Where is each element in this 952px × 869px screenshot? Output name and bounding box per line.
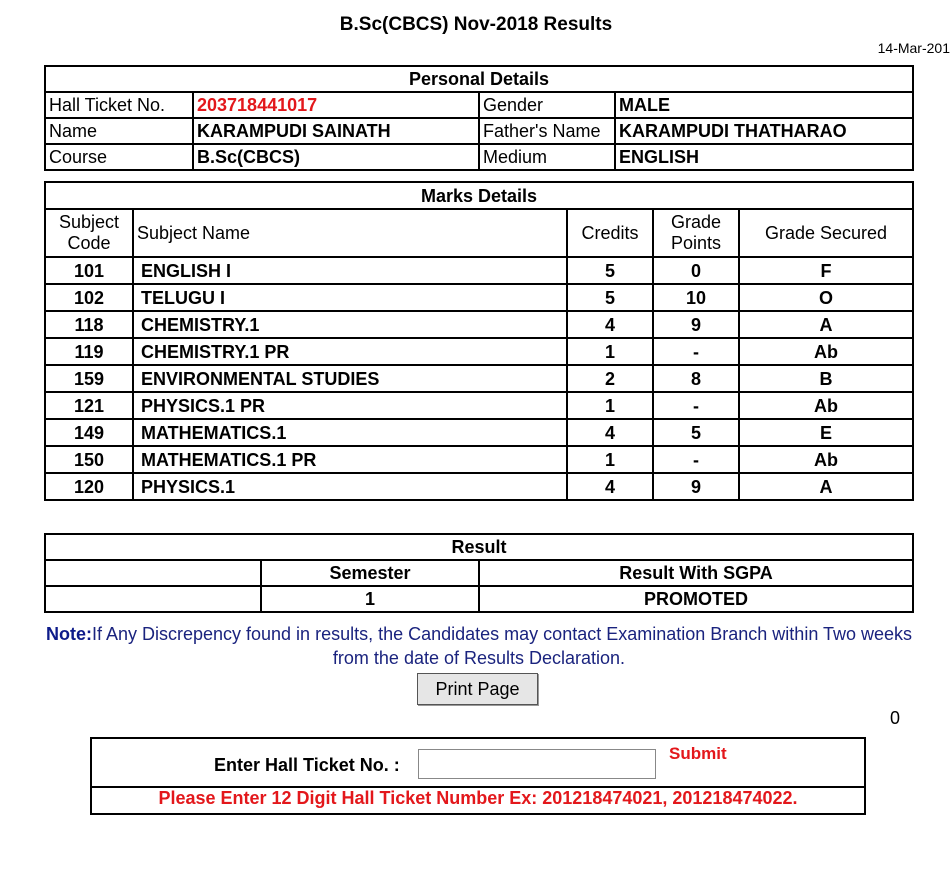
subject-name-cell: PHYSICS.1 — [133, 473, 567, 500]
marks-details-table — [44, 181, 914, 501]
grade-points-cell: - — [653, 446, 739, 473]
father-name-label: Father's Name — [479, 118, 615, 144]
result-empty-cell — [45, 560, 261, 586]
semester-value: 1 — [261, 586, 479, 612]
subject-code-cell: 119 — [45, 338, 133, 365]
credits-cell: 5 — [567, 284, 653, 311]
subject-code-cell: 149 — [45, 419, 133, 446]
subject-name-cell: CHEMISTRY.1 — [133, 311, 567, 338]
course-label: Course — [45, 144, 193, 170]
grade-points-cell: 10 — [653, 284, 739, 311]
course-value: B.Sc(CBCS) — [193, 144, 479, 170]
subject-name-cell: TELUGU I — [133, 284, 567, 311]
grade-points-cell: - — [653, 392, 739, 419]
hall-ticket-label: Hall Ticket No. — [45, 92, 193, 118]
subject-code-cell: 118 — [45, 311, 133, 338]
hall-ticket-input[interactable] — [418, 749, 656, 779]
marks-row — [45, 446, 913, 473]
col-credits: Credits — [567, 209, 653, 257]
result-title: Result — [45, 534, 913, 560]
marks-details-title: Marks Details — [45, 182, 913, 209]
grade-secured-cell: A — [739, 473, 913, 500]
col-grade-secured: Grade Secured — [739, 209, 913, 257]
subject-code-cell: 101 — [45, 257, 133, 284]
grade-points-cell: 0 — [653, 257, 739, 284]
sgpa-label: Result With SGPA — [479, 560, 913, 586]
result-table — [44, 533, 914, 613]
marks-row — [45, 338, 913, 365]
note-text: If Any Discrepency found in results, the Candidates may contact Examination Branch within Two weeks from the date of Results Declaration. — [91, 624, 913, 668]
marks-row — [45, 365, 913, 392]
hall-ticket-hint: Please Enter 12 Digit Hall Ticket Number Ex: 201218474021, 201218474022. — [158, 788, 798, 808]
hall-ticket-form — [90, 737, 866, 815]
subject-code-cell: 102 — [45, 284, 133, 311]
credits-cell: 1 — [567, 338, 653, 365]
marks-row — [45, 392, 913, 419]
marks-row — [45, 419, 913, 446]
note-label: Note: — [45, 624, 92, 644]
note — [44, 622, 914, 670]
grade-points-cell: 9 — [653, 311, 739, 338]
hall-ticket-value: 203718441017 — [193, 92, 479, 118]
grade-secured-cell: B — [739, 365, 913, 392]
col-subject-name: Subject Name — [133, 209, 567, 257]
grade-secured-cell: Ab — [739, 446, 913, 473]
subject-name-cell: PHYSICS.1 PR — [133, 392, 567, 419]
subject-name-cell: CHEMISTRY.1 PR — [133, 338, 567, 365]
credits-cell: 5 — [567, 257, 653, 284]
subject-name-cell: ENVIRONMENTAL STUDIES — [133, 365, 567, 392]
subject-code-cell: 120 — [45, 473, 133, 500]
print-page-button[interactable]: Print Page — [417, 673, 538, 705]
credits-cell: 4 — [567, 311, 653, 338]
subject-name-cell: MATHEMATICS.1 PR — [133, 446, 567, 473]
grade-secured-cell: Ab — [739, 338, 913, 365]
col-subject-code: Subject Code — [45, 209, 133, 257]
grade-points-cell: 9 — [653, 473, 739, 500]
credits-cell: 4 — [567, 473, 653, 500]
col-grade-points: Grade Points — [653, 209, 739, 257]
subject-name-cell: MATHEMATICS.1 — [133, 419, 567, 446]
credits-cell: 1 — [567, 446, 653, 473]
page-title: B.Sc(CBCS) Nov-2018 Results — [339, 14, 613, 35]
result-date: 14-Mar-201 — [877, 40, 950, 56]
result-empty-cell — [45, 586, 261, 612]
subject-code-cell: 159 — [45, 365, 133, 392]
medium-label: Medium — [479, 144, 615, 170]
personal-details-table — [44, 65, 914, 171]
subject-name-cell: ENGLISH I — [133, 257, 567, 284]
father-name-value: KARAMPUDI THATHARAO — [615, 118, 913, 144]
personal-details-title: Personal Details — [45, 66, 913, 92]
submit-button[interactable]: Submit — [669, 744, 727, 763]
semester-label: Semester — [261, 560, 479, 586]
name-label: Name — [45, 118, 193, 144]
sgpa-value: PROMOTED — [479, 586, 913, 612]
subject-code-cell: 121 — [45, 392, 133, 419]
grade-secured-cell: Ab — [739, 392, 913, 419]
hall-ticket-input-label: Enter Hall Ticket No. : — [214, 755, 400, 775]
credits-cell: 4 — [567, 419, 653, 446]
gender-value: MALE — [615, 92, 913, 118]
grade-points-cell: - — [653, 338, 739, 365]
credits-cell: 2 — [567, 365, 653, 392]
marks-row — [45, 284, 913, 311]
grade-points-cell: 8 — [653, 365, 739, 392]
gender-label: Gender — [479, 92, 615, 118]
medium-value: ENGLISH — [615, 144, 913, 170]
credits-cell: 1 — [567, 392, 653, 419]
grade-secured-cell: F — [739, 257, 913, 284]
marks-row — [45, 311, 913, 338]
grade-points-cell: 5 — [653, 419, 739, 446]
marks-row — [45, 257, 913, 284]
name-value: KARAMPUDI SAINATH — [193, 118, 479, 144]
subject-code-cell: 150 — [45, 446, 133, 473]
grade-secured-cell: E — [739, 419, 913, 446]
grade-secured-cell: A — [739, 311, 913, 338]
grade-secured-cell: O — [739, 284, 913, 311]
marks-row — [45, 473, 913, 500]
counter-value: 0 — [890, 708, 901, 728]
